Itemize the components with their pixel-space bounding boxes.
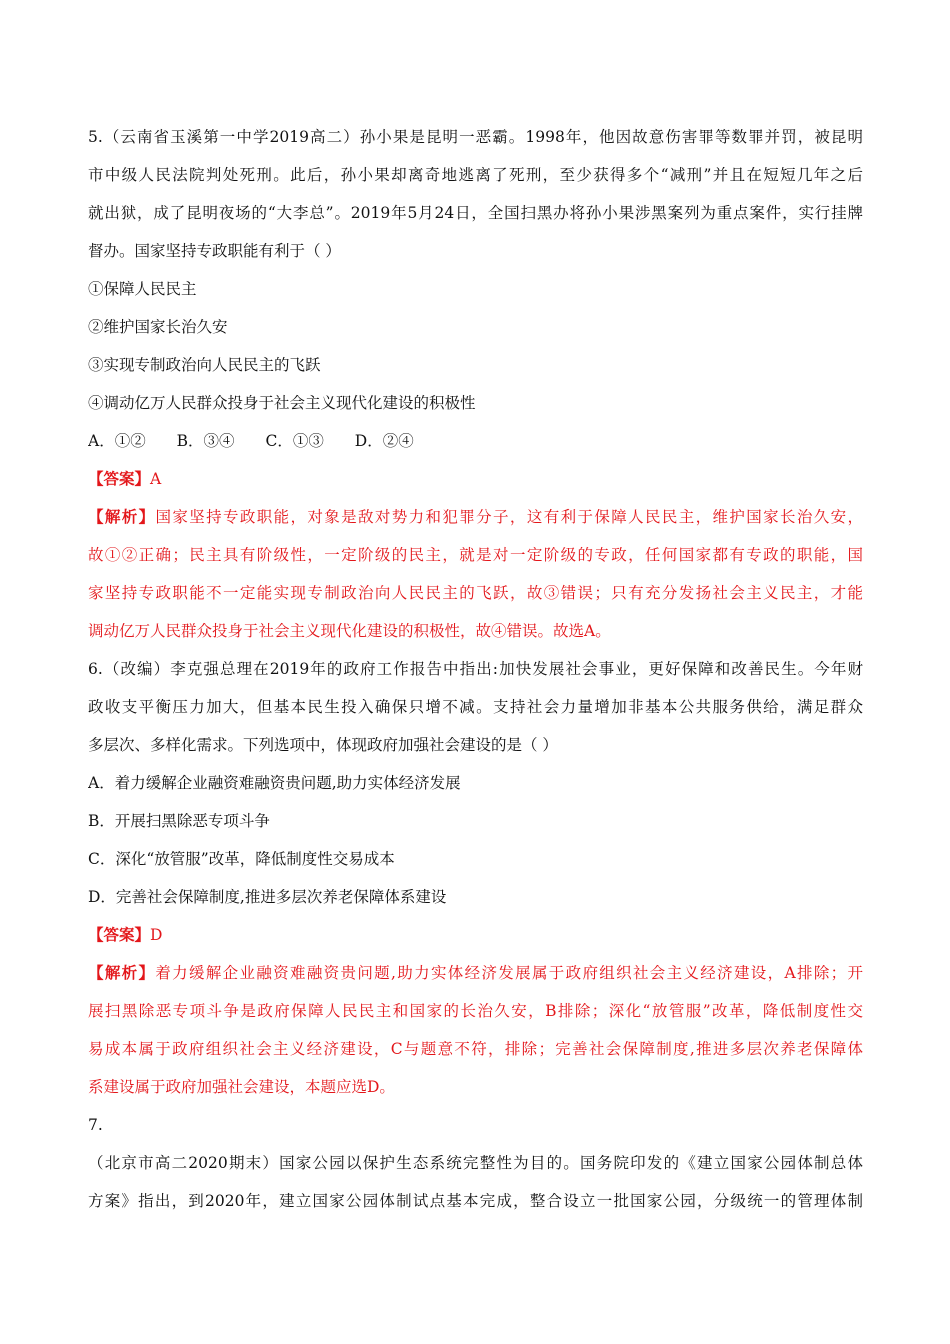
analysis-text: 国家坚持专政职能，对象是敌对势力和犯罪分子，这有利于保障人民民主，维护国家长治久安， — [155, 508, 863, 526]
question-7 — [88, 1106, 863, 1220]
q6-option-c: C．深化“放管服”改革，降低制度性交易成本 — [88, 850, 395, 868]
question-6 — [88, 650, 863, 1106]
q5-option-d: D．②④ — [354, 432, 414, 450]
q7-stem-line: 方案》指出，到2020年，建立国家公园体制试点基本完成，整合设立一批国家公园，分级统一的管理体制 — [88, 1192, 863, 1210]
q6-option-a: A．着力缓解企业融资难融资贵问题,助力实体经济发展 — [88, 774, 461, 792]
q5-analysis-line: 故①②正确；民主具有阶级性，一定阶级的民主，就是对一定阶级的专政，任何国家都有专政的职能，国 — [88, 546, 863, 564]
q7-stem-line: （北京市高二2020期末）国家公园以保护生态系统完整性为目的。国务院印发的《建立国家公园体制总体 — [88, 1154, 863, 1172]
q6-analysis-line — [88, 954, 863, 992]
q6-stem-line: 政收支平衡压力加大，但基本民生投入确保只增不减。支持社会力量增加非基本公共服务供给，满足群众 — [88, 698, 863, 716]
q5-option-c: C．①③ — [265, 432, 324, 450]
q6-answer — [88, 916, 863, 954]
q5-item: ①保障人民民主 — [88, 280, 197, 298]
analysis-text: 着力缓解企业融资难融资贵问题,助力实体经济发展属于政府组织社会主义经济建设，A排除；开 — [155, 964, 863, 982]
document-page — [88, 118, 863, 1220]
analysis-label: 【解析】 — [88, 507, 156, 526]
answer-label: 【答案】 — [88, 469, 151, 488]
q5-stem-line: 市中级人民法院判处死刑。此后，孙小果却离奇地逃离了死刑，至少获得多个“减刑”并且在短短几年之后 — [88, 166, 863, 184]
q5-item: ④调动亿万人民群众投身于社会主义现代化建设的积极性 — [88, 394, 476, 412]
q7-number: 7. — [88, 1116, 103, 1134]
q5-stem-line: 督办。国家坚持专政职能有利于（ ） — [88, 242, 341, 260]
q5-analysis-line — [88, 498, 863, 536]
q6-stem-line: 多层次、多样化需求。下列选项中，体现政府加强社会建设的是（ ） — [88, 736, 558, 754]
q5-stem-line: 就出狱，成了昆明夜场的“大李总”。2019年5月24日，全国扫黑办将孙小果涉黑案列为重点案件，实行挂牌 — [88, 204, 863, 222]
q5-stem-line: 5.（云南省玉溪第一中学2019高二）孙小果是昆明一恶霸。1998年，他因故意伤害罪等数罪并罚，被昆明 — [88, 128, 863, 146]
q5-option-b: B．③④ — [176, 432, 235, 450]
answer-value: A — [150, 470, 162, 488]
q5-item: ③实现专制政治向人民民主的飞跃 — [88, 356, 321, 374]
answer-value: D — [150, 926, 163, 944]
q5-options — [88, 422, 863, 460]
q6-analysis-line: 易成本属于政府组织社会主义经济建设，C与题意不符，排除；完善社会保障制度,推进多层次养老保障体 — [88, 1040, 863, 1058]
answer-label: 【答案】 — [88, 925, 151, 944]
q6-analysis-line: 展扫黑除恶专项斗争是政府保障人民民主和国家的长治久安，B排除；深化“放管服”改革，降低制度性交 — [88, 1002, 863, 1020]
question-5 — [88, 118, 863, 650]
q6-option-d: D．完善社会保障制度,推进多层次养老保障体系建设 — [88, 888, 447, 906]
q5-answer — [88, 460, 863, 498]
q6-stem-line: 6.（改编）李克强总理在2019年的政府工作报告中指出:加快发展社会事业，更好保障和改善民生。今年财 — [88, 660, 863, 678]
q5-analysis-line: 家坚持专政职能不一定能实现专制政治向人民民主的飞跃，故③错误；只有充分发扬社会主义民主，才能 — [88, 584, 863, 602]
analysis-label: 【解析】 — [88, 963, 156, 982]
q6-option-b: B．开展扫黑除恶专项斗争 — [88, 812, 270, 830]
q5-analysis-line: 调动亿万人民群众投身于社会主义现代化建设的积极性，故④错误。故选A。 — [88, 622, 611, 640]
q5-item: ②维护国家长治久安 — [88, 318, 228, 336]
q6-analysis-line: 系建设属于政府加强社会建设，本题应选D。 — [88, 1078, 395, 1096]
q5-option-a: A．①② — [88, 432, 146, 450]
